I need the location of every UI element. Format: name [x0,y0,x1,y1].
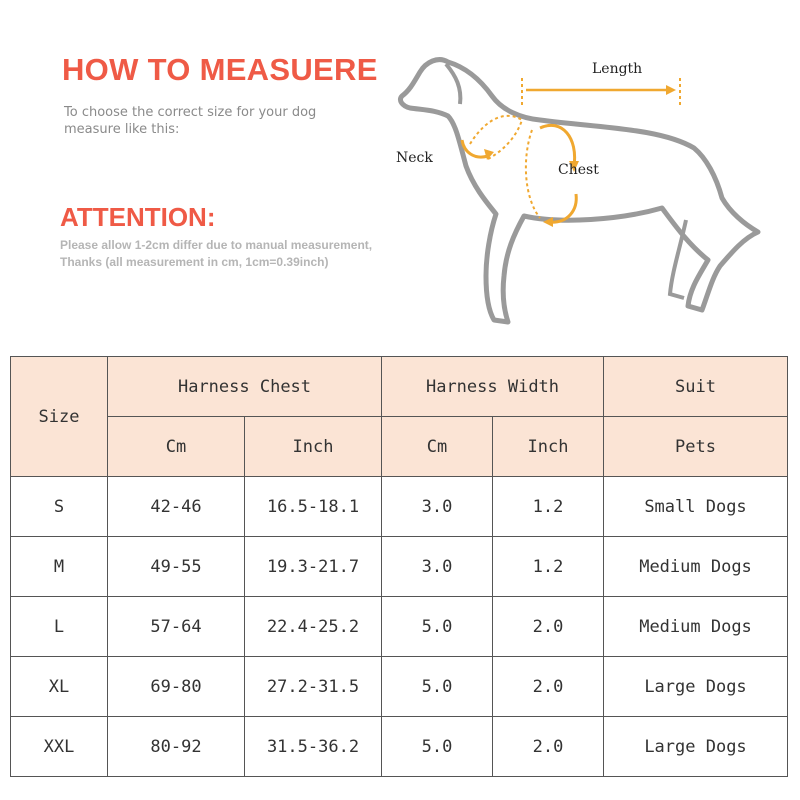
width-inch-cell: 1.2 [493,477,604,537]
dog-outline [400,60,758,322]
pets-header: Pets [604,417,788,477]
neck-arrow [462,140,488,157]
suit-cell: Small Dogs [604,477,788,537]
harness-chest-header: Harness Chest [108,357,382,417]
table-row [11,597,788,657]
length-arrowhead [666,85,676,95]
intro-line-2: measure like this: [64,122,180,137]
size-cell: XXL [11,717,108,777]
width-cm-cell: 3.0 [382,537,493,597]
size-cell: S [11,477,108,537]
dog-ear [446,64,460,104]
attention-line-2: Thanks (all measurement in cm, 1cm=0.39inch) [60,255,329,269]
suit-header: Suit [604,357,788,417]
width-cm-cell: 5.0 [382,717,493,777]
width-inch-header: Inch [493,417,604,477]
width-cm-cell: 5.0 [382,657,493,717]
chest-cm-header: Cm [108,417,245,477]
suit-cell: Medium Dogs [604,537,788,597]
chest-cm-cell: 57-64 [108,597,245,657]
width-cm-header: Cm [382,417,493,477]
width-inch-cell: 1.2 [493,537,604,597]
size-chart-table [10,356,788,777]
intro-text [64,104,364,138]
chest-cm-cell: 49-55 [108,537,245,597]
attention-heading: ATTENTION: [60,202,216,232]
width-inch-cell: 2.0 [493,717,604,777]
attention-note [60,237,420,271]
chest-inch-header: Inch [245,417,382,477]
suit-cell: Large Dogs [604,717,788,777]
chest-arrow-top [540,125,575,166]
page-title: HOW TO MEASUERE [62,52,378,87]
table-row [11,477,788,537]
chest-inch-cell: 16.5-18.1 [245,477,382,537]
table-row [11,537,788,597]
width-inch-cell: 2.0 [493,657,604,717]
intro-line-1: To choose the correct size for your dog [64,105,317,120]
suit-cell: Medium Dogs [604,597,788,657]
width-cm-cell: 3.0 [382,477,493,537]
chest-cm-cell: 69-80 [108,657,245,717]
table-row [11,717,788,777]
table-row [11,657,788,717]
chest-inch-cell: 22.4-25.2 [245,597,382,657]
width-inch-cell: 2.0 [493,597,604,657]
width-cm-cell: 5.0 [382,597,493,657]
neck-loop [470,116,522,160]
size-cell: XL [11,657,108,717]
chest-inch-cell: 31.5-36.2 [245,717,382,777]
chest-inch-cell: 19.3-21.7 [245,537,382,597]
dog-measurement-diagram [390,48,770,338]
chest-loop [526,130,540,218]
length-label: Length [592,61,643,77]
suit-cell: Large Dogs [604,657,788,717]
chest-cm-cell: 80-92 [108,717,245,777]
size-header: Size [11,357,108,477]
chest-cm-cell: 42-46 [108,477,245,537]
chest-inch-cell: 27.2-31.5 [245,657,382,717]
size-cell: L [11,597,108,657]
chest-label: Chest [558,162,599,178]
size-cell: M [11,537,108,597]
harness-width-header: Harness Width [382,357,604,417]
neck-label: Neck [396,150,433,166]
attention-line-1: Please allow 1-2cm differ due to manual measurement, [60,238,373,252]
